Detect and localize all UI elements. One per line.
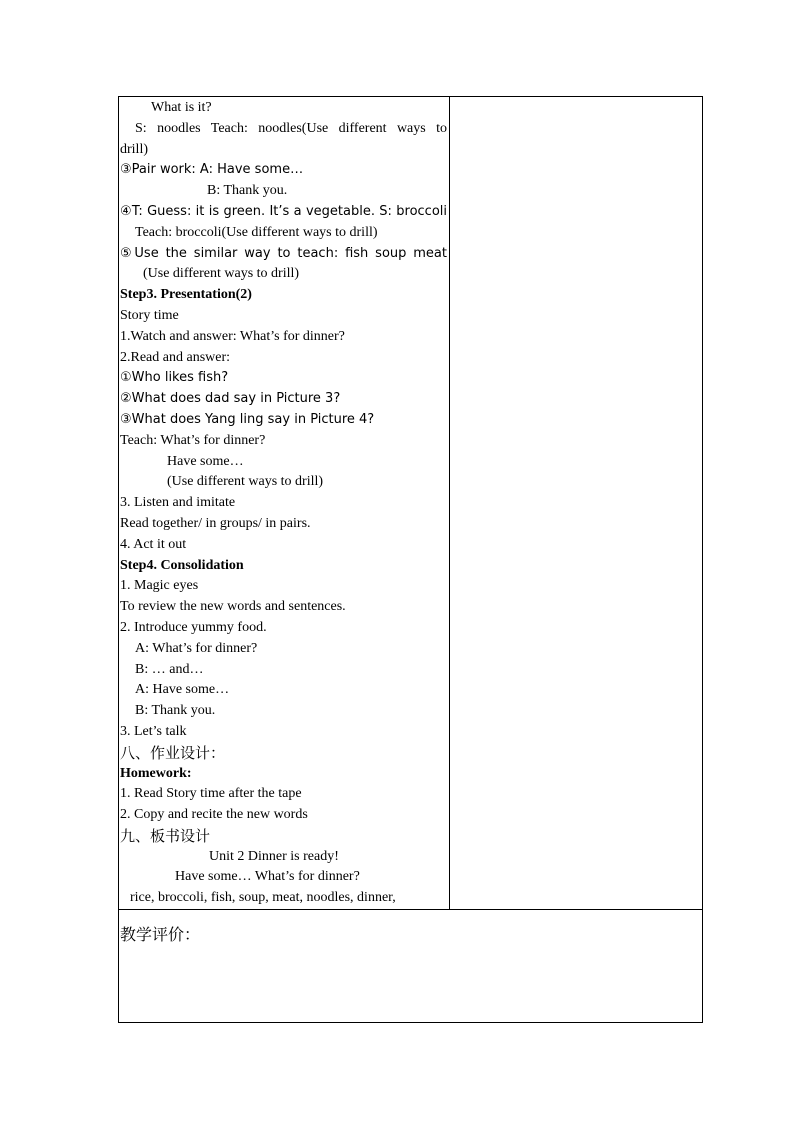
lesson-plan-table	[118, 96, 703, 1023]
text-line: (Use different ways to drill)	[143, 266, 300, 282]
text-line: B: … and…	[135, 661, 204, 677]
lesson-content-cell	[119, 97, 450, 910]
text-line: ③Pair work: A: Have some…	[120, 162, 304, 178]
text-line: rice, broccoli, fish, soup, meat, noodles, dinner,	[130, 890, 396, 906]
text-line: Unit 2 Dinner is ready!	[209, 848, 339, 864]
text-line: 1. Magic eyes	[120, 578, 199, 594]
text-line: ①Who likes fish?	[120, 370, 229, 386]
section-heading: Homework:	[120, 765, 192, 781]
evaluation-cell	[119, 910, 703, 1023]
text-line: 1.Watch and answer: What’s for dinner?	[120, 328, 345, 344]
table-row	[119, 910, 703, 1023]
text-line: What is it?	[151, 100, 212, 115]
text-line: To review the new words and sentences.	[120, 599, 346, 615]
text-line: 3. Let’s talk	[120, 723, 187, 739]
text-line: 3. Listen and imitate	[120, 495, 236, 511]
section-heading: Step4. Consolidation	[120, 557, 244, 573]
text-line: drill)	[120, 141, 148, 157]
text-line: Teach: broccoli(Use different ways to drill)	[135, 224, 378, 240]
text-line: 4. Act it out	[120, 536, 187, 552]
section-heading: 九、板书设计	[120, 826, 211, 845]
text-line: 2.Read and answer:	[120, 349, 231, 365]
section-heading: 八、作业设计：	[120, 743, 226, 762]
text-line: ③What does Yang ling say in Picture 4?	[120, 411, 375, 427]
text-line: B: Thank you.	[135, 703, 216, 719]
text-line: 1. Read Story time after the tape	[120, 786, 302, 802]
notes-cell	[450, 97, 703, 910]
section-heading: Step3. Presentation(2)	[120, 287, 252, 303]
text-line: Teach: What’s for dinner?	[120, 432, 266, 448]
text-line: ④T: Guess: it is green. It’s a vegetable. S: broccoli	[120, 203, 447, 219]
text-line: S: noodles Teach: noodles(Use different ways to	[135, 120, 447, 136]
text-line: Story time	[120, 307, 179, 323]
lesson-lines	[119, 97, 449, 909]
text-line: Have some…	[167, 453, 244, 469]
text-line: 2. Introduce yummy food.	[120, 619, 267, 635]
text-line: ②What does dad say in Picture 3?	[120, 391, 341, 407]
text-line: 2. Copy and recite the new words	[120, 807, 308, 823]
text-line: B: Thank you.	[207, 183, 288, 199]
table-row	[119, 97, 703, 910]
text-line: A: Have some…	[135, 682, 230, 698]
text-line: Have some… What’s for dinner?	[175, 869, 360, 885]
evaluation-label: 教学评价：	[120, 925, 201, 945]
text-line: Read together/ in groups/ in pairs.	[120, 515, 311, 531]
text-line: ⑤Use the similar way to teach: fish soup meat	[120, 245, 447, 261]
text-line: A: What’s for dinner?	[135, 640, 258, 656]
text-line: (Use different ways to drill)	[167, 474, 324, 490]
